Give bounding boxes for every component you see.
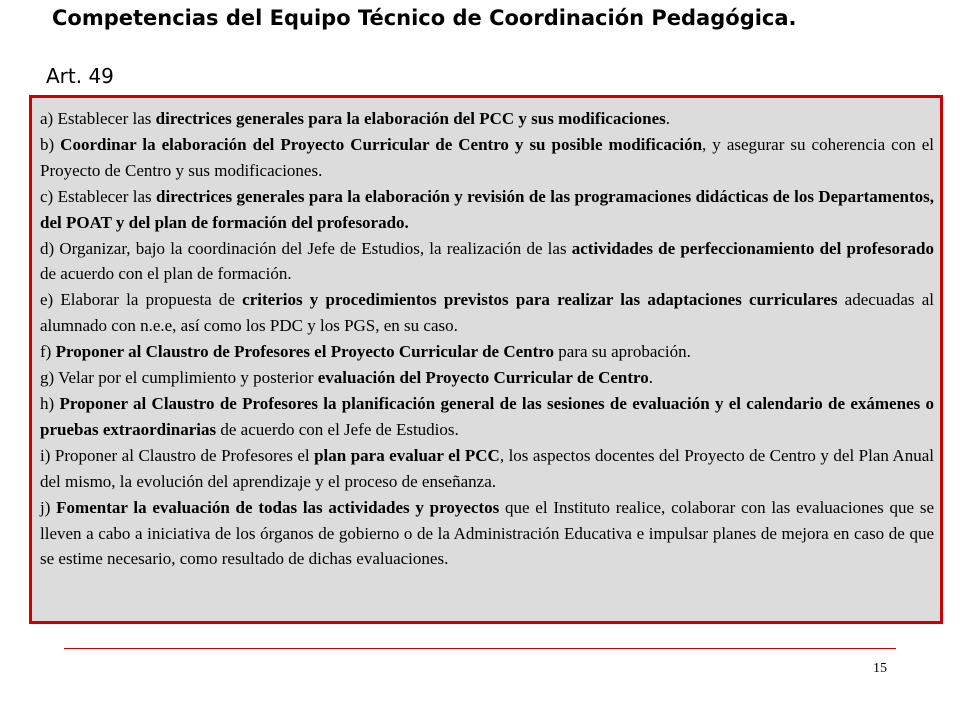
article-label: Art. 49 — [46, 64, 114, 88]
competency-item — [40, 443, 934, 495]
competencies-list — [40, 106, 934, 572]
competency-text: , y asegurar su coherencia con el Proyecto de Centro y sus modificaciones. — [40, 134, 934, 180]
competency-emphasis: Fomentar la evaluación de todas las actividades y proyectos — [56, 497, 500, 517]
competency-text: que el Instituto realice, colaborar con las evaluaciones que se lleven a cabo a iniciativa de los órganos de gobierno o de la Administración Educativa e impulsar planes de mejora en caso de que se estime necesario, como resultado de dichas evaluaciones. — [40, 497, 934, 569]
competency-text: . — [665, 109, 670, 128]
competency-emphasis: directrices generales para la elaboración y revisión de las programaciones didácticas de los Departamentos, del POAT y del plan de formación del profesorado. — [40, 186, 934, 232]
competency-emphasis: evaluación del Proyecto Curricular de Centro — [317, 368, 649, 388]
competency-text: g) Velar por el cumplimiento y posterior — [40, 368, 318, 388]
competency-text: f) — [40, 342, 56, 362]
competency-text: h) — [40, 393, 60, 413]
competency-text: . — [648, 368, 653, 388]
competency-text: adecuadas al alumnado con n.e.e, así como los PDC y los PGS, en su caso. — [40, 290, 934, 336]
competency-emphasis: directrices generales para la elaboración del PCC y sus modificaciones — [155, 109, 666, 128]
competency-text: a) Establecer las — [40, 109, 156, 128]
competency-item — [40, 184, 934, 236]
page-number: 15 — [873, 661, 887, 676]
competency-item — [40, 236, 934, 288]
competency-item — [40, 391, 934, 443]
competency-item — [40, 365, 934, 391]
competency-item — [40, 495, 934, 573]
competency-emphasis: criterios y procedimientos previstos para realizar las adaptaciones curriculares — [242, 290, 838, 310]
competency-item — [40, 132, 934, 184]
competency-item — [40, 287, 934, 339]
competency-text: j) — [40, 497, 57, 517]
footer-divider — [64, 648, 896, 649]
competency-text: c) Establecer las — [40, 186, 157, 206]
competency-emphasis: Proponer al Claustro de Profesores la planificación general de las sesiones de evaluación y el calendario de exámenes o pruebas extraordinarias — [40, 393, 934, 439]
competency-text: de acuerdo con el Jefe de Estudios. — [216, 419, 459, 439]
competency-item — [40, 106, 934, 132]
competency-emphasis: Coordinar la elaboración del Proyecto Curricular de Centro y su posible modificación — [60, 134, 703, 154]
competency-emphasis: plan para evaluar el PCC — [314, 445, 500, 465]
competency-text: para su aprobación. — [554, 342, 691, 362]
competency-item — [40, 339, 934, 365]
competency-text: i) Proponer al Claustro de Profesores el — [40, 445, 315, 465]
competency-emphasis: actividades de perfeccionamiento del profesorado — [571, 238, 934, 258]
competency-text: e) Elaborar la propuesta de — [40, 290, 243, 310]
competency-text: de acuerdo con el plan de formación. — [40, 264, 292, 284]
competency-text: d) Organizar, bajo la coordinación del Jefe de Estudios, la realización de las — [40, 238, 572, 258]
competency-emphasis: Proponer al Claustro de Profesores el Proyecto Curricular de Centro — [55, 342, 555, 362]
competencies-box — [29, 95, 943, 624]
page-title: Competencias del Equipo Técnico de Coordinación Pedagógica. — [52, 6, 797, 30]
competency-text: , los aspectos docentes del Proyecto de Centro y del Plan Anual del mismo, la evolución del aprendizaje y el proceso de enseñanza. — [40, 445, 934, 491]
competency-text: b) — [40, 134, 61, 154]
